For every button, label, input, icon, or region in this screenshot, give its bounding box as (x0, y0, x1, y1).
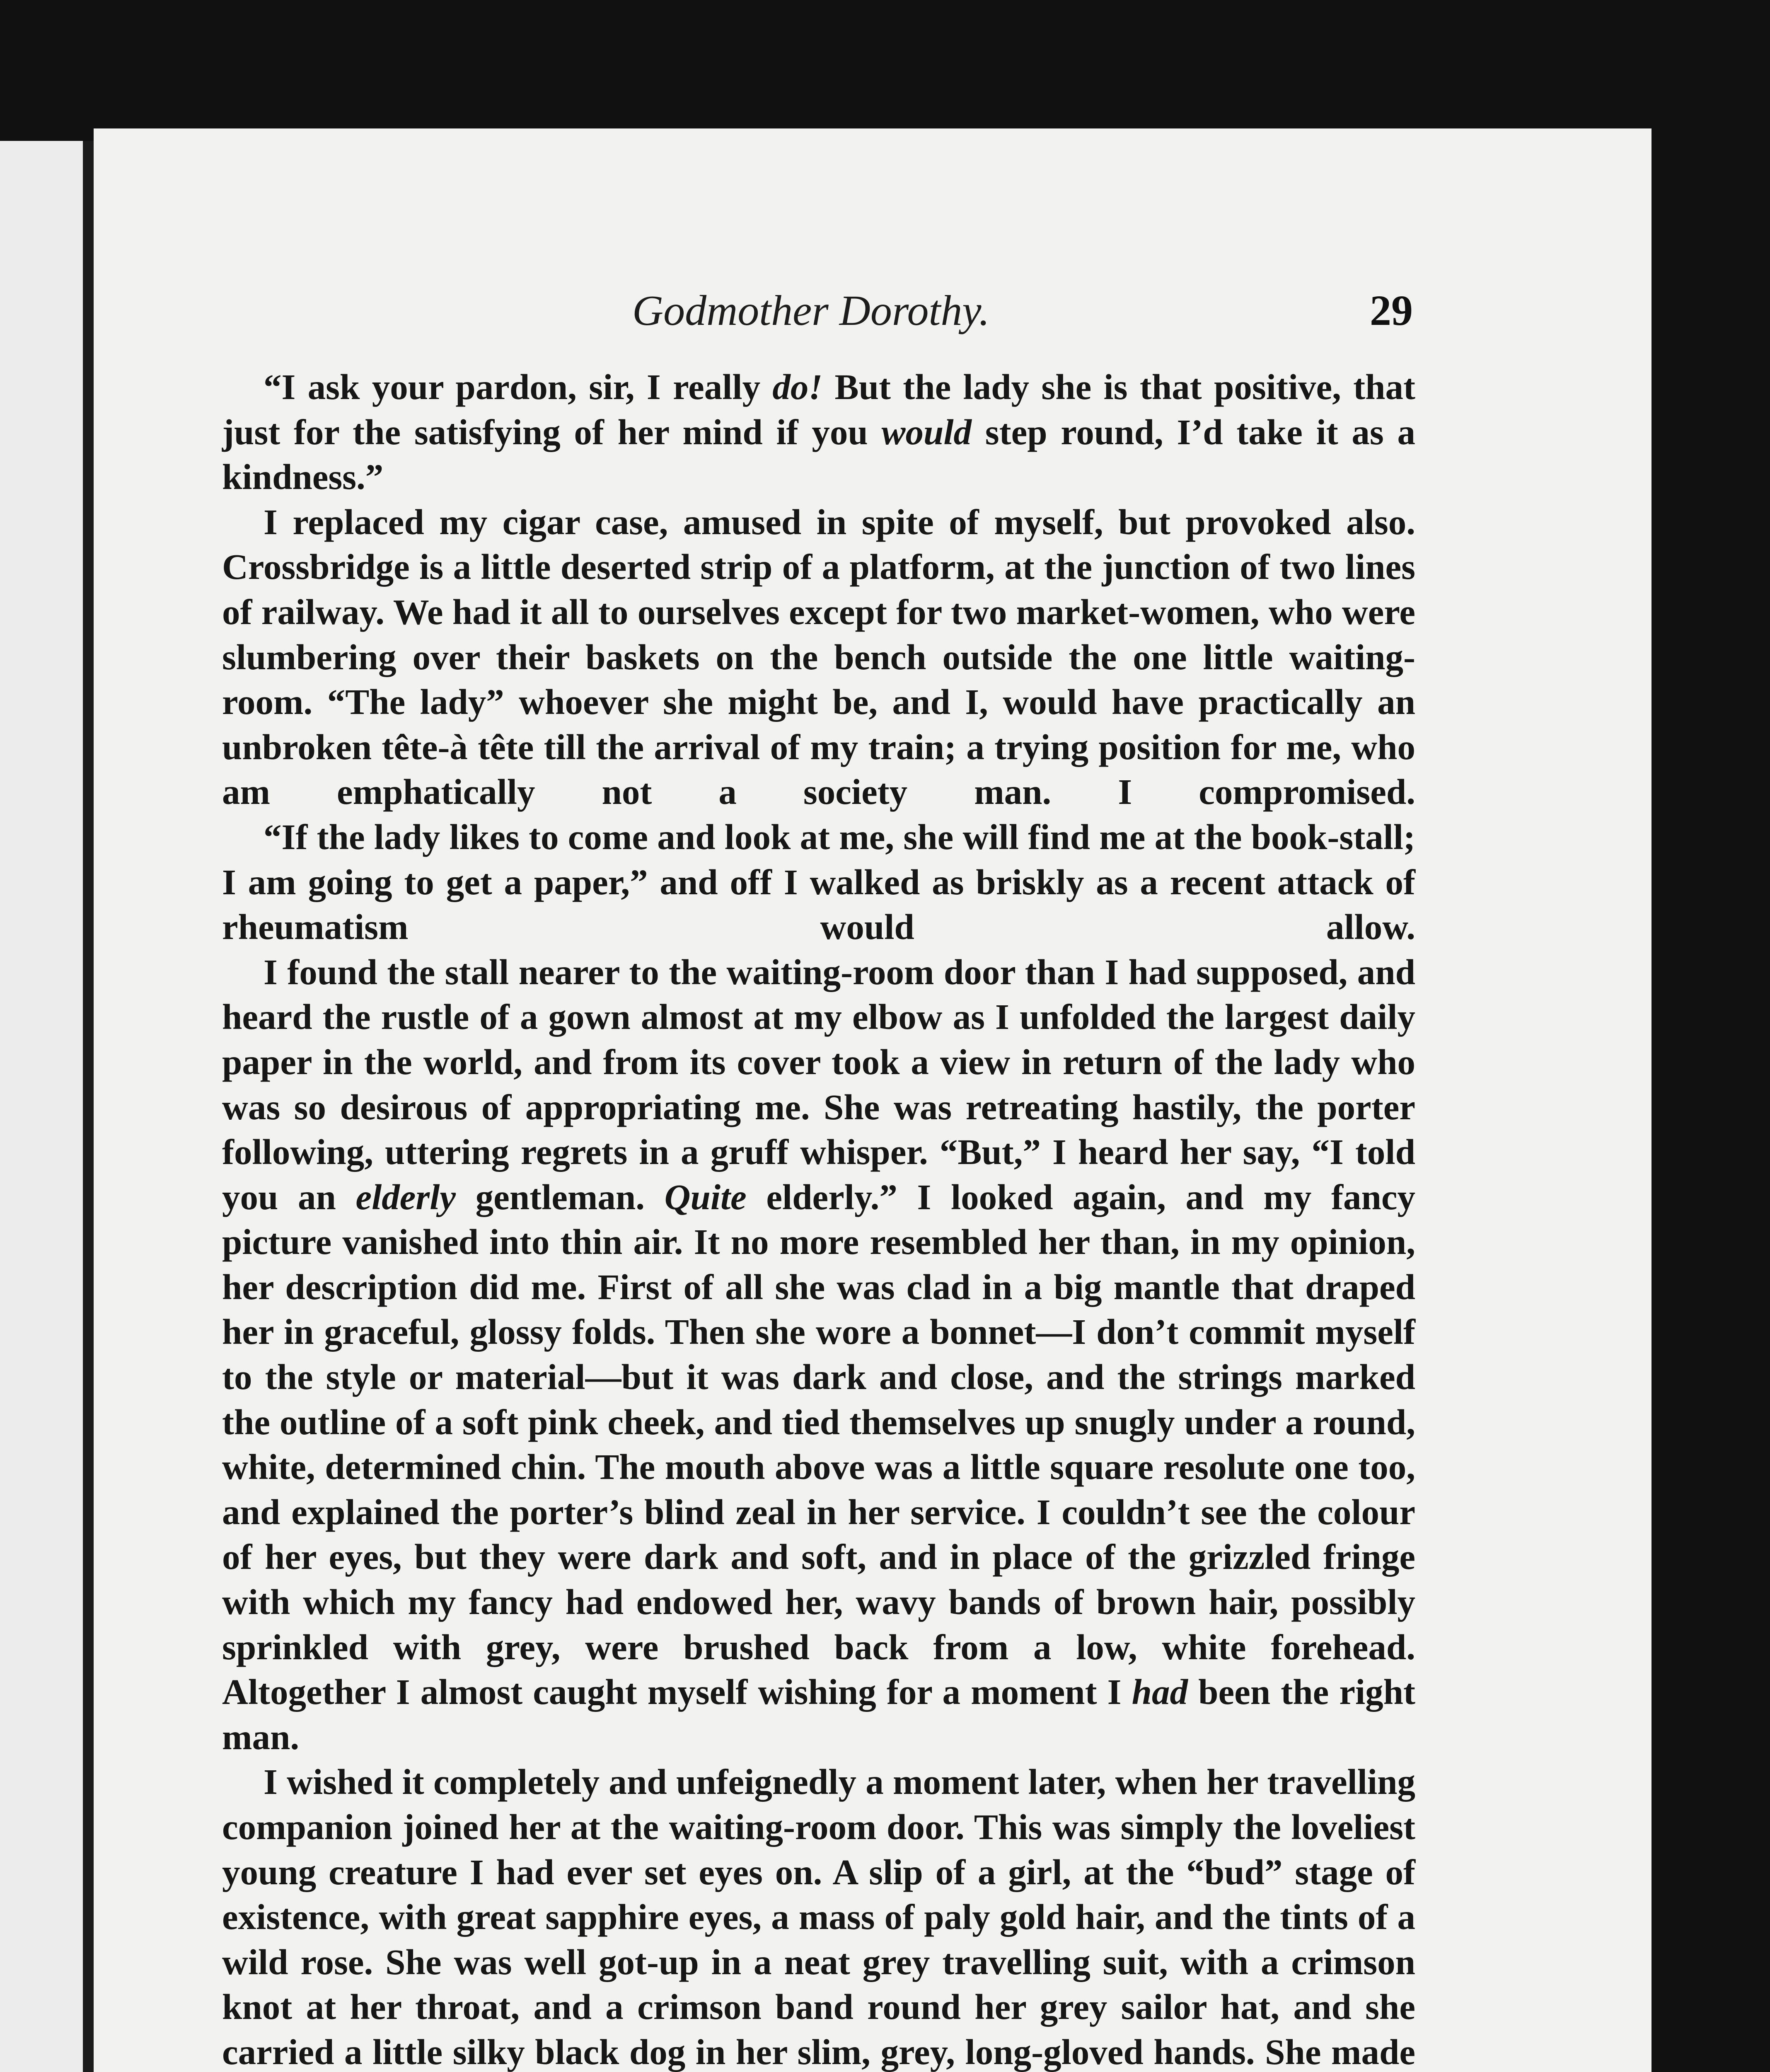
italic-run: Quite (664, 1176, 747, 1217)
text-run: But the lady she is that positive, that just for the satisfying of her mind if you (222, 367, 1415, 452)
text-run: step round, I’d take it as a kindness.” (222, 411, 1416, 497)
paragraph-2 (222, 500, 1415, 815)
text-run: elderly.” I looked again, and my fancy picture vanished into thin air. It no more resembled her than, in my opinion, her description did me. First of all she was clad in a big mantle that draped her in graceful, glossy folds. Then she wore a bonnet—I don’t commit myself to the style or material—but it was dark and close, and the strings marked the outline of a soft pink cheek, and tied themselves up snugly under a round, white, determined chin. The mouth above was a little square resolute one too, and explained the porter’s blind zeal in her service. I couldn’t see the colour of her eyes, but they were dark and soft, and in place of the grizzled fringe with which my fancy had endowed her, wavy bands of brown hair, possibly sprinkled with grey, were brushed back from a low, white forehead. Altogether I almost caught myself wishing for a moment I (222, 1176, 1415, 1712)
text-run: I wished it completely and unfeignedly a moment later, when her travelling companion joined her at the waiting-room door. This was simply the loveliest young creature I had ever set eyes on. A slip of a girl, at the “bud” stage of existence, with great sapphire eyes, a mass of paly gold hair, and the tints of a wild rose. She was well got-up in a neat grey travelling suit, with a crimson knot at her throat, and a crimson band round her grey sailor hat, and she carried a little silky black dog in her slim, grey, long-gloved hands. She made (222, 1762, 1415, 2072)
text-run: “I ask your pardon, sir, I really (264, 367, 773, 407)
text-run: “If the lady likes to come and look at me, she will find me at the book-stall; I am going to get a paper,” and off I walked as briskly as a recent attack of rheumatism would allow. (222, 816, 1415, 947)
running-title: Godmother Dorothy. (632, 287, 990, 334)
text-run: I found the stall nearer to the waiting-room door than I had supposed, and heard the rustle of a gown almost at my elbow as I unfolded the largest daily paper in the world, and from its cover took a view in return of the lady who was so desirous of appropriating me. She was retreating hastily, the porter following, uttering regrets in a gruff whisper. “But,” I heard her say, “I told you an (222, 951, 1415, 1217)
page-number: 29 (1370, 287, 1413, 334)
paragraph-3 (222, 815, 1415, 950)
italic-run: elderly (355, 1176, 456, 1217)
paragraph-1 (222, 365, 1415, 500)
text-run: been the right man. (222, 1672, 1415, 1757)
paragraph-5 (222, 1760, 1415, 2072)
book-page (94, 128, 1652, 2072)
body-text (222, 365, 1415, 2072)
italic-run: do! (772, 367, 823, 407)
text-run: I replaced my cigar case, amused in spite of myself, but provoked also. Crossbridge is a little deserted strip of a platform, at the junction of two lines of railway. We had it all to ourselves except for two market-women, who were slumbering over their baskets on the bench outside the one little waiting-room. “The lady” whoever she might be, and I, would have practically an unbroken tête-à tête till the arrival of my train; a trying position for me, who am emphatically not a society man. I compromised. (222, 501, 1415, 812)
paragraph-4 (222, 950, 1415, 1760)
page-header (94, 286, 1652, 344)
facing-page-edge (0, 141, 94, 2072)
italic-run: would (881, 411, 972, 452)
italic-run: had (1132, 1672, 1188, 1712)
text-run: gentleman. (456, 1176, 665, 1217)
